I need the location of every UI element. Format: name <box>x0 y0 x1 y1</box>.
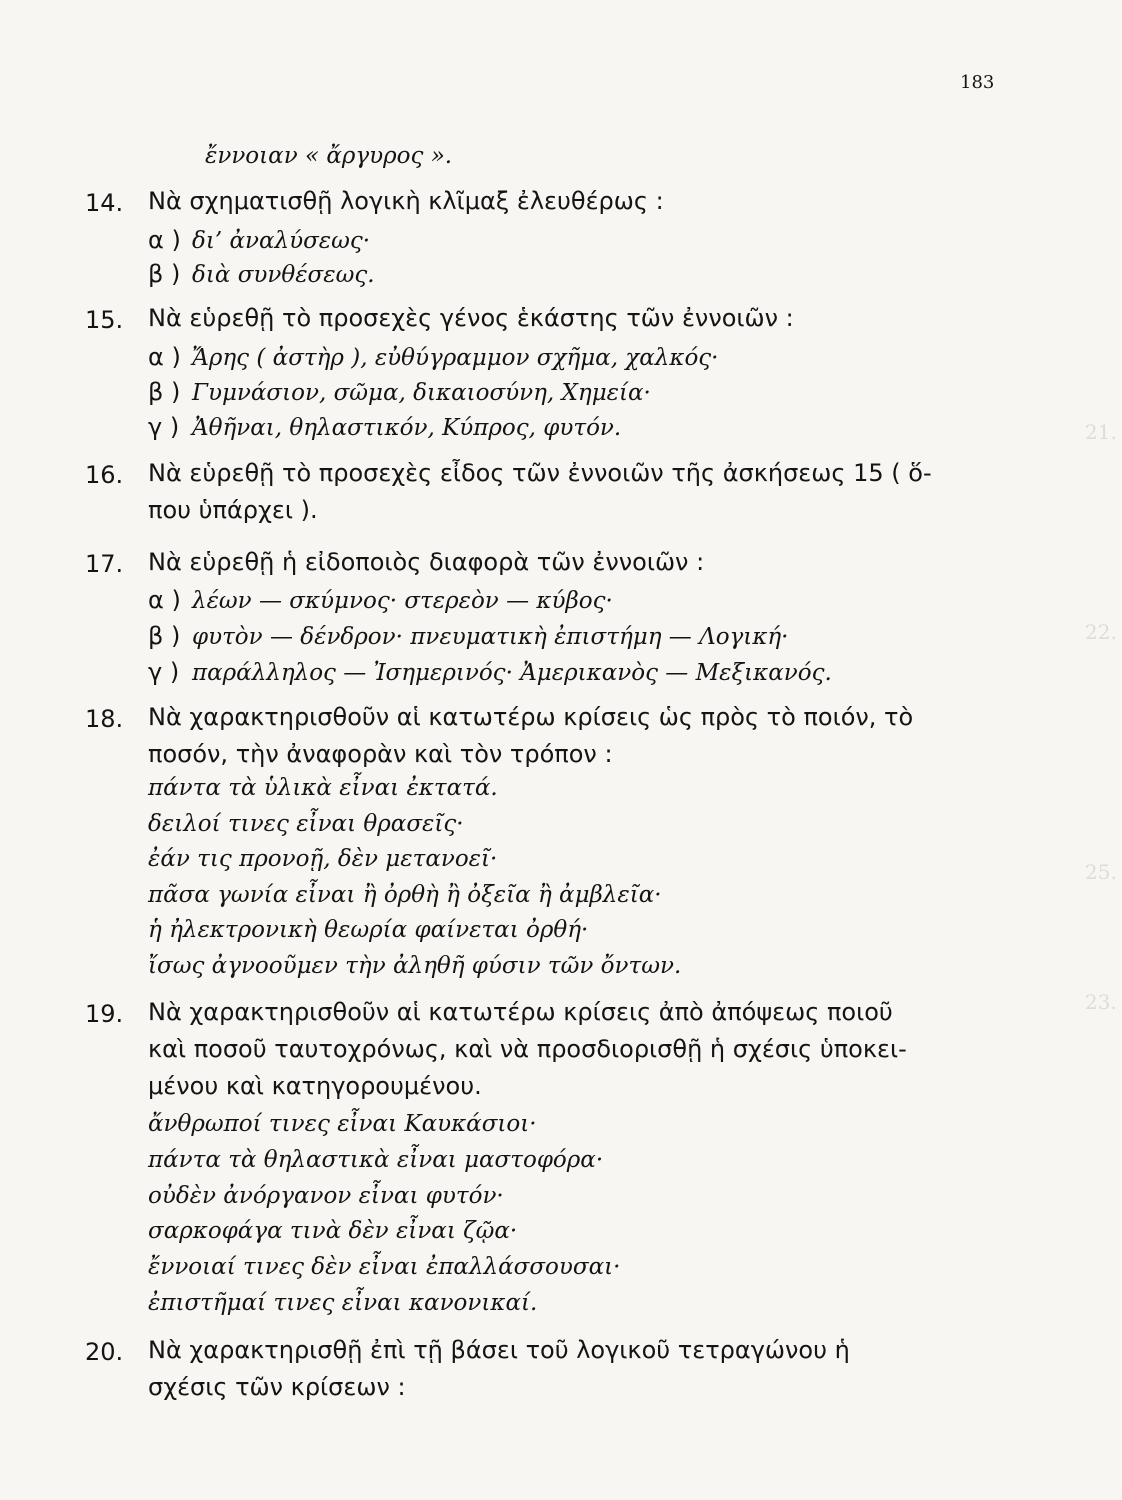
bleed-through-number: 25. <box>1085 860 1117 884</box>
bleed-through-number: 23. <box>1085 990 1117 1014</box>
judgment-sentence: πάντα τὰ ὑλικὰ εἶναι ἐκτατά. <box>148 775 498 801</box>
exercise-item <box>148 345 719 370</box>
judgment-sentence: δειλοί τινες εἶναι θρασεῖς· <box>148 811 464 837</box>
item-label: β ) <box>148 622 181 650</box>
exercise-text-line: μένου καὶ κατηγορουμένου. <box>148 1072 482 1100</box>
exercise-text-line: Νὰ χαρακτηρισθῇ ἐπὶ τῇ βάσει τοῦ λογικοῦ τετραγώνου ἡ <box>148 1336 850 1364</box>
item-text: παράλληλος — Ἰσημερινός· Ἀμερικανὸς — Μεξικανός. <box>192 660 832 686</box>
item-text: διὰ συνθέσεως. <box>192 262 375 288</box>
item-label: β ) <box>148 378 181 406</box>
page-number: 183 <box>960 72 995 93</box>
exercise-text-line: Νὰ εὑρεθῇ τὸ προσεχὲς γένος ἑκάστης τῶν ἐννοιῶν : <box>148 304 794 332</box>
judgment-sentence: ἔννοιαί τινες δὲν εἶναι ἐπαλλάσσουσαι· <box>148 1254 621 1280</box>
judgment-sentence: ἡ ἠλεκτρονικὴ θεωρία φαίνεται ὀρθή· <box>148 917 589 943</box>
item-text: Ἄρης ( ἀστὴρ ), εὐθύγραμμον σχῆμα, χαλκός· <box>192 345 719 371</box>
item-label: α ) <box>148 226 181 254</box>
exercise-item <box>148 588 613 613</box>
judgment-sentence: σαρκοφάγα τινὰ δὲν εἶναι ζῷα· <box>148 1218 518 1244</box>
item-text: Γυμνάσιον, σῶμα, δικαιοσύνη, Χημεία· <box>192 380 651 406</box>
item-label: β ) <box>148 260 181 288</box>
exercise-number: 17. <box>85 550 124 578</box>
judgment-sentence: ἴσως ἀγνοοῦμεν τὴν ἀληθῆ φύσιν τῶν ὄντων. <box>148 953 682 979</box>
exercise-number: 15. <box>85 306 124 334</box>
bleed-through-number: 21. <box>1085 420 1117 444</box>
judgment-sentence: ἐπιστῆμαί τινες εἶναι κανονικαί. <box>148 1290 538 1316</box>
exercise-number: 18. <box>85 705 124 733</box>
item-label: γ ) <box>148 658 180 686</box>
exercise-number: 19. <box>85 1000 124 1028</box>
bleed-through-number: 22. <box>1085 620 1117 644</box>
exercise-item <box>148 262 375 287</box>
judgment-sentence: πᾶσα γωνία εἶναι ἢ ὀρθὴ ἢ ὀξεῖα ἢ ἀμβλεῖα· <box>148 882 662 908</box>
exercise-number: 14. <box>85 189 124 217</box>
exercise-item <box>148 415 621 440</box>
item-text: Ἀθῆναι, θηλαστικόν, Κύπρος, φυτόν. <box>192 415 622 441</box>
item-label: γ ) <box>148 413 180 441</box>
exercise-item <box>148 380 651 405</box>
judgment-sentence: ἐάν τις προνοῇ, δὲν μετανοεῖ· <box>148 846 498 872</box>
exercise-number: 16. <box>85 461 124 489</box>
exercise-text-line: Νὰ εὑρεθῇ ἡ εἰδοποιὸς διαφορὰ τῶν ἐννοιῶν : <box>148 548 705 576</box>
exercise-text-line: Νὰ χαρακτηρισθοῦν αἱ κατωτέρω κρίσεις ὡς πρὸς τὸ ποιόν, τὸ <box>148 703 914 731</box>
item-text: φυτὸν — δένδρον· πνευματικὴ ἐπιστήμη — Λογική· <box>192 624 789 650</box>
item-text: δι’ ἀναλύσεως· <box>192 228 371 254</box>
intro-line: ἔννοιαν « ἄργυρος ». <box>205 143 453 169</box>
exercise-text-line: Νὰ χαρακτηρισθοῦν αἱ κατωτέρω κρίσεις ἀπὸ ἀπόψεως ποιοῦ <box>148 998 893 1026</box>
judgment-sentence: πάντα τὰ θηλαστικὰ εἶναι μαστοφόρα· <box>148 1147 604 1173</box>
exercise-item <box>148 660 832 685</box>
judgment-sentence: οὐδὲν ἀνόργανον εἶναι φυτόν· <box>148 1183 504 1209</box>
item-text: λέων — σκύμνος· στερεὸν — κύβος· <box>192 588 613 614</box>
exercise-text-line: ποσόν, τὴν ἀναφορὰν καὶ τὸν τρόπον : <box>148 740 613 768</box>
exercise-text-line: σχέσις τῶν κρίσεων : <box>148 1373 406 1401</box>
exercise-text-line: Νὰ σχηματισθῇ λογικὴ κλῖμαξ ἐλευθέρως : <box>148 187 664 215</box>
exercise-item <box>148 228 370 253</box>
exercise-text-line: Νὰ εὑρεθῇ τὸ προσεχὲς εἶδος τῶν ἐννοιῶν τῆς ἀσκήσεως 15 ( ὅ- <box>148 459 932 487</box>
item-label: α ) <box>148 586 181 614</box>
item-label: α ) <box>148 343 181 371</box>
exercise-text-line: καὶ ποσοῦ ταυτοχρόνως, καὶ νὰ προσδιορισθῇ ἡ σχέσις ὑποκει- <box>148 1035 907 1063</box>
exercise-item <box>148 624 789 649</box>
judgment-sentence: ἄνθρωποί τινες εἶναι Καυκάσιοι· <box>148 1111 537 1137</box>
exercise-number: 20. <box>85 1338 124 1366</box>
exercise-text-line: που ὑπάρχει ). <box>148 496 318 524</box>
